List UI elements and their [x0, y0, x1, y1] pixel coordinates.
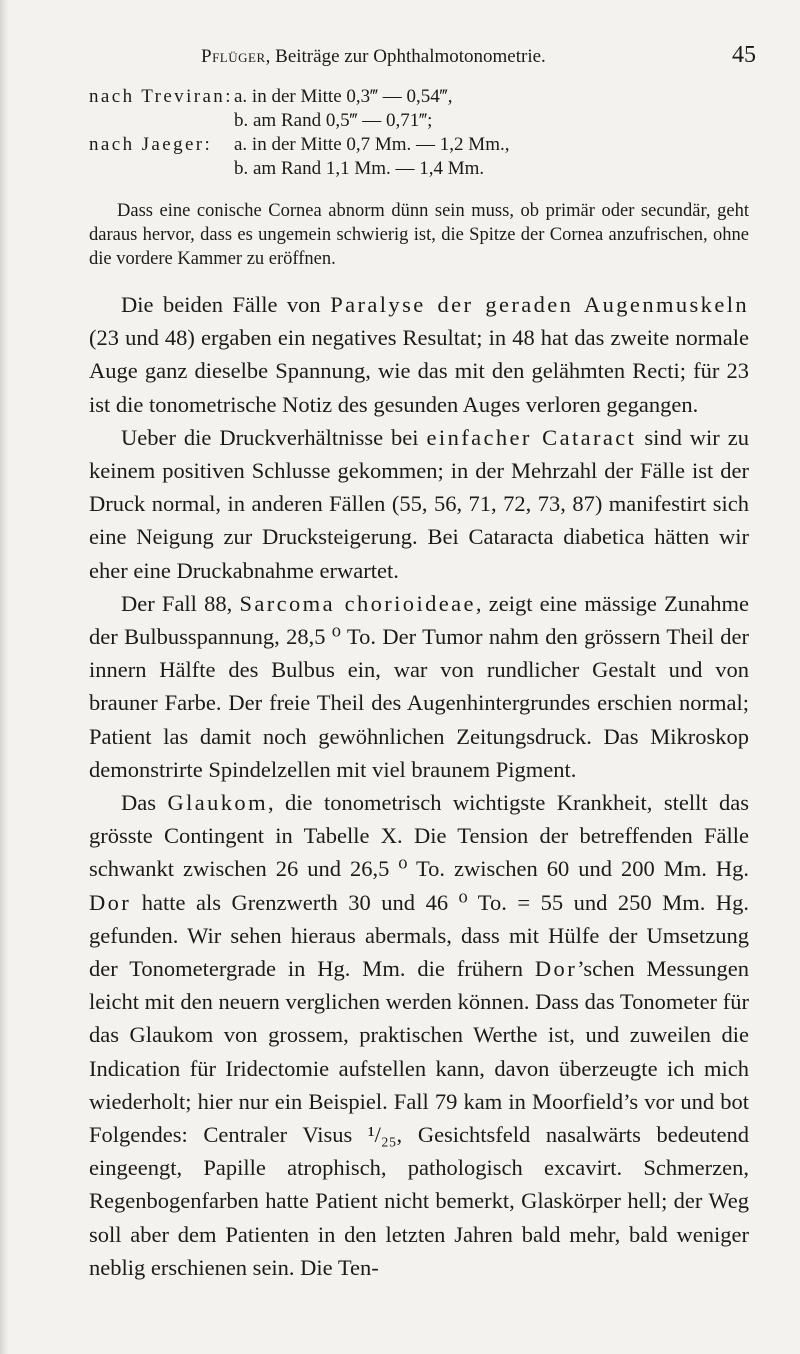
measurement-spacer: [89, 109, 234, 133]
measurement-line: [89, 109, 749, 133]
text-run: (23 und 48) ergaben ein negatives Resultat; in 48 hat das zweite normale Auge ganz dieselbe Spannung, wie das mit den gelähmten Recti; für 23 ist die tonometrische Notiz des gesunden Auges verloren gegangen.: [89, 325, 749, 417]
text-run: Ueber die Druckverhältnisse bei: [121, 424, 427, 450]
measurement-line: [89, 85, 749, 109]
measurement-line: [89, 133, 749, 157]
text-run: Das: [121, 790, 168, 816]
measurement-value: b. am Rand 0,5‴ — 0,71‴;: [234, 110, 433, 131]
running-head: [201, 46, 546, 68]
paralysis-paragraph: [89, 288, 749, 421]
glaucoma-paragraph: [89, 786, 749, 1284]
measurement-source: nach Jaeger:: [89, 134, 213, 155]
page-edge-shadow: [0, 0, 9, 1354]
spaced-term: Dor: [89, 889, 132, 915]
running-head-author: Pflüger: [201, 46, 266, 67]
body-text: [89, 288, 749, 1284]
page-header: [64, 42, 756, 76]
spaced-term: Dor: [534, 956, 578, 982]
text-run: Der Fall 88,: [121, 590, 240, 616]
spaced-term: einfacher Cataract: [426, 424, 637, 450]
text-run: Die beiden Fälle von: [121, 292, 331, 317]
text-run: , die tonometrisch wichtigste Krankheit, stellt das grösste Contingent in Tabelle X. Die Tension der betreffenden Fälle schwankt zwischen 26 und 26,5 ⁰ To. zwischen 60 und 200 Mm. Hg.: [89, 790, 750, 882]
sarcoma-paragraph: [89, 587, 749, 786]
measurement-value: a. in der Mitte 0,7 Mm. — 1,2 Mm.,: [234, 134, 510, 155]
text-run: hatte als Grenzwerth 30 und 46 ⁰ To. = 55 und 250 Mm. Hg. gefunden. Wir sehen hieraus abermals, dass mit Hülfe der Umsetzung der Tonometergrade in Hg. Mm. die frühern: [89, 889, 749, 982]
spaced-term: Sarcoma chorioideae: [239, 590, 476, 616]
spaced-term: Paralyse der geraden Augenmuskeln: [330, 292, 750, 317]
measurement-value: a. in der Mitte 0,3‴ — 0,54‴,: [234, 86, 453, 107]
measurement-line: [89, 157, 749, 181]
measurement-list: [89, 85, 749, 181]
text-run: ’schen Messungen leicht mit den neuern verglichen werden können. Dass das Tonometer für das Glaukom von grossem, praktischen Werthe ist, und zuweilen die Indication für Iridectomie aufstellen kann, davon überzeugte ich mich wiederholt; hier nur ein Beispiel. Fall 79 kam in Moorfield’s vor und bot Folgendes: Centraler Visus ¹/₂₅, Gesichtsfeld nasalwärts bedeutend eingeengt, Papille atrophisch, pathologisch excavirt. Schmerzen, Regenbogenfarben hatte Patient nicht bemerkt, Glaskörper hell; der Weg soll aber dem Patienten in den letzten Jahren bald mehr, bald weniger neblig erschienen sein. Die Ten-: [89, 956, 749, 1280]
page-number: 45: [732, 42, 756, 68]
text-run: sind wir zu keinem positiven Schlusse gekommen; in der Mehrzahl der Fälle ist der Druck normal, in anderen Fällen (55, 56, 71, 72, 73, 87) manifestirt sich eine Neigung zur Drucksteigerung. Bei Cataracta diabetica hätten wir eher eine Druckabnahme erwartet.: [89, 424, 749, 583]
spaced-term: Glaukom: [167, 790, 268, 816]
cataract-paragraph: [89, 421, 749, 587]
cornea-paragraph: Dass eine conische Cornea abnorm dünn sein muss, ob primär oder secundär, geht daraus hervor, dass es ungemein schwierig ist, die Spitze der Cornea anzufrischen, ohne die vordere Kammer zu eröffnen.: [89, 200, 749, 269]
measurement-value: b. am Rand 1,1 Mm. — 1,4 Mm.: [234, 158, 485, 179]
text-run: , zeigt eine mässige Zunahme der Bulbusspannung, 28,5 ⁰ To. Der Tumor nahm den grössern Theil der innern Hälfte des Bulbus ein, war von rundlicher Gestalt und von brauner Farbe. Der freie Theil des Augenhintergrundes erschien normal; Patient las damit noch gewöhnlichen Zeitungsdruck. Das Mikroskop demonstrirte Spindelzellen mit viel braunem Pigment.: [89, 590, 749, 782]
measurement-spacer: [89, 157, 234, 181]
running-head-title: , Beiträge zur Ophthalmotonometrie.: [265, 46, 546, 67]
measurement-source: nach Treviran:: [89, 86, 233, 107]
